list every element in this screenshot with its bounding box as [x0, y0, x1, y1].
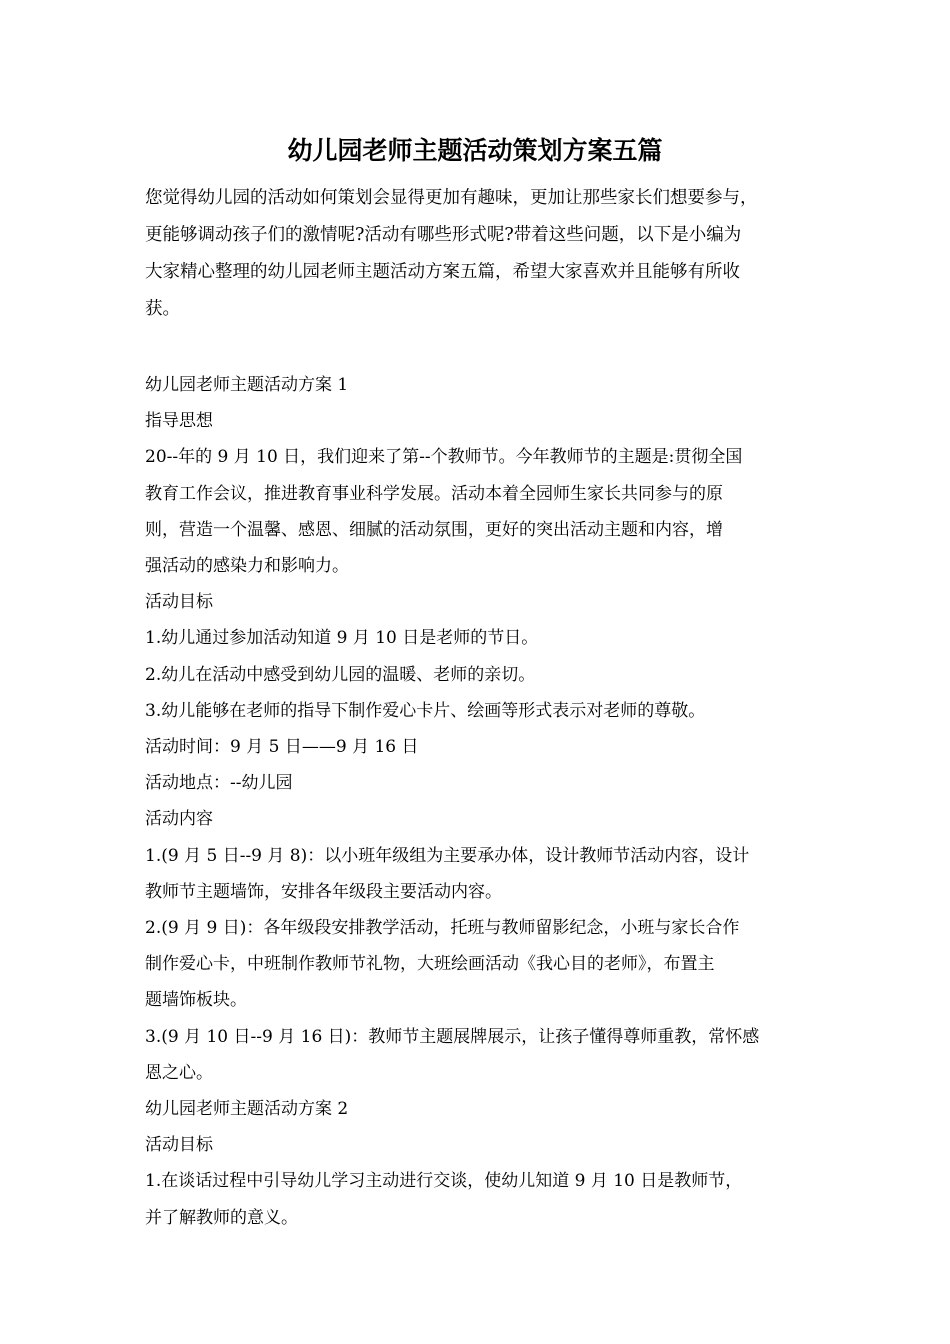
body-line: 活动时间：9 月 5 日——9 月 16 日 [145, 737, 419, 758]
body-line: 题墙饰板块。 [145, 990, 247, 1011]
body-line: 则，营造一个温馨、感恩、细腻的活动氛围，更好的突出活动主题和内容，增 [145, 519, 723, 540]
subheading: 活动内容 [145, 809, 213, 830]
list-item: 3.幼儿能够在老师的指导下制作爱心卡片、绘画等形式表示对老师的尊敬。 [145, 700, 706, 721]
intro-line: 您觉得幼儿园的活动如何策划会显得更加有趣味，更加让那些家长们想要参与， [145, 188, 758, 208]
list-item: 1.(9 月 5 日--9 月 8)：以小班年级组为主要承办体，设计教师节活动内容，设计 [145, 845, 750, 866]
list-item: 2.幼儿在活动中感受到幼儿园的温暖、老师的亲切。 [145, 664, 536, 685]
document-title: 幼儿园老师主题活动策划方案五篇 [287, 136, 663, 165]
section-heading: 幼儿园老师主题活动方案 2 [145, 1099, 349, 1120]
list-item: 1.幼儿通过参加活动知道 9 月 10 日是老师的节日。 [145, 628, 539, 649]
body-line: 20--年的 9 月 10 日，我们迎来了第--个教师节。今年教师节的主题是:贯彻全国 [145, 447, 743, 468]
body-line: 恩之心。 [145, 1062, 213, 1083]
list-item: 2.(9 月 9 日)：各年级段安排教学活动，托班与教师留影纪念，小班与家长合作 [145, 918, 740, 939]
intro-paragraph [145, 180, 815, 328]
intro-line: 更能够调动孩子们的激情呢?活动有哪些形式呢?带着这些问题，以下是小编为 [145, 225, 742, 245]
list-item: 1.在谈话过程中引导幼儿学习主动进行交谈，使幼儿知道 9 月 10 日是教师节， [145, 1171, 743, 1192]
list-item: 3.(9 月 10 日--9 月 16 日)：教师节主题展牌展示，让孩子懂得尊师重教，常怀感 [145, 1026, 760, 1047]
subheading: 活动目标 [145, 592, 213, 613]
intro-line: 大家精心整理的幼儿园老师主题活动方案五篇，希望大家喜欢并且能够有所收 [145, 262, 740, 282]
document-body [145, 367, 815, 1236]
subheading: 指导思想 [145, 411, 213, 432]
body-line: 活动地点：--幼儿园 [145, 773, 293, 794]
intro-line: 获。 [145, 299, 180, 319]
subheading: 活动目标 [145, 1135, 213, 1156]
section-heading: 幼儿园老师主题活动方案 1 [145, 375, 349, 395]
body-line: 并了解教师的意义。 [145, 1207, 298, 1228]
body-line: 教师节主题墙饰，安排各年级段主要活动内容。 [145, 881, 502, 902]
body-line: 制作爱心卡，中班制作教师节礼物，大班绘画活动《我心目的老师》，布置主 [145, 954, 715, 975]
body-line: 强活动的感染力和影响力。 [145, 556, 349, 577]
body-line: 教育工作会议，推进教育事业科学发展。活动本着全园师生家长共同参与的原 [145, 483, 723, 504]
